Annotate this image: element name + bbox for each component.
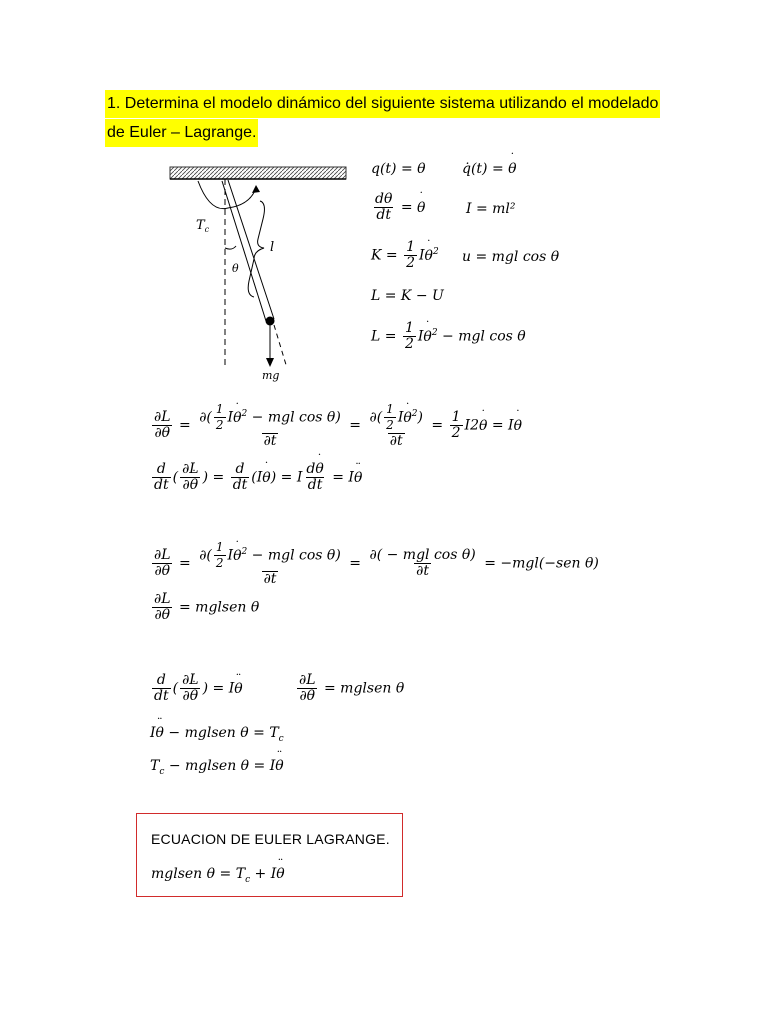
partial-derivative-theta: $\frac{\partial L}{\partial\theta}$ = ∂( $\frac{1}{2}$ Iθ ˙$^2$ − mgl cos θ) ∂t = $\frac{\text{∂( − mgl cos θ)}}{\partial t}$ = −mgl(−sen θ) [150,540,599,587]
inertia-equation: I = ml² [466,201,516,217]
weight-arrow [266,358,274,367]
weight-label: mg [262,369,280,382]
result-box [136,813,403,897]
lagrangian-equation: L = $\frac{1}{2}$ Iθ ˙$^2$ − mgl cos θ [371,321,526,352]
problem-line-2: de Euler – Lagrange. [105,119,258,147]
qdot-definition: q̇(t) = θ ˙ [462,161,517,177]
angle-arc [225,246,236,249]
partial-derivative-theta-dot: $\frac{\partial L}{\partial\theta}$ = ∂( $\frac{1}{2}$ Iθ ˙$^2$ − mgl cos θ) ∂t = ∂( $\frac{1}{2}$ Iθ ˙$^2$) ∂t = $\frac{1}{2}$ I2θ ˙ = Iθ ˙ [150,402,522,449]
length-label: l [270,240,275,255]
q-definition: q(t) = θ [371,161,426,177]
motion-equation-1: Iθ ¨ − mglsen $\theta = T_c$ [150,725,284,744]
problem-line-1: 1. Determina el modelo dinámico del siguiente sistema utilizando el modelado [105,90,660,118]
torque-label: $T_c$ [196,218,210,234]
pendulum-mass [266,317,275,326]
pendulum-rod-right [228,180,274,319]
result-equation: mglsen $\theta = T_c + I\theta$ ¨ [151,866,285,885]
time-derivative-equation: $\frac{d}{dt}$ ( $\frac{\partial L}{\partial\theta}$ ˙ ) = $\frac{d}{dt}$ (Iθ ˙) = I $\frac{d\theta ˙}{dt}$ = Iθ ¨ [150,462,362,493]
result-title: ECUACION DE EULER LAGRANGE. [151,831,390,847]
pendulum-rod-left [222,181,266,321]
kinetic-energy-equation: K = $\frac{1}{2}$ Iθ ˙$^2$ [371,240,439,271]
potential-energy-equation: u = mgl cos θ [462,249,560,265]
pendulum-diagram [150,163,350,388]
lagrange-terms-2: $\frac{\partial L}{\partial\theta}$ = mglsen θ [299,672,405,704]
angle-label: θ [232,262,239,275]
ceiling [170,167,346,179]
dtheta-dt-equation: $\frac{d\theta}{dt}$ = θ ˙ [371,192,425,223]
lagrange-terms-1: $\frac{d}{dt}$ ( $\frac{\partial L}{\partial\theta}$ ˙ ) = Iθ ¨ [150,673,243,704]
torque-arc [198,181,256,209]
lagrangian-definition: L = K − U [371,288,444,304]
partial-result: $\frac{\partial L}{\partial\theta}$ = mglsen θ [154,591,260,623]
motion-equation-2: $T_c$ − mglsen θ = Iθ ¨ [150,758,284,777]
